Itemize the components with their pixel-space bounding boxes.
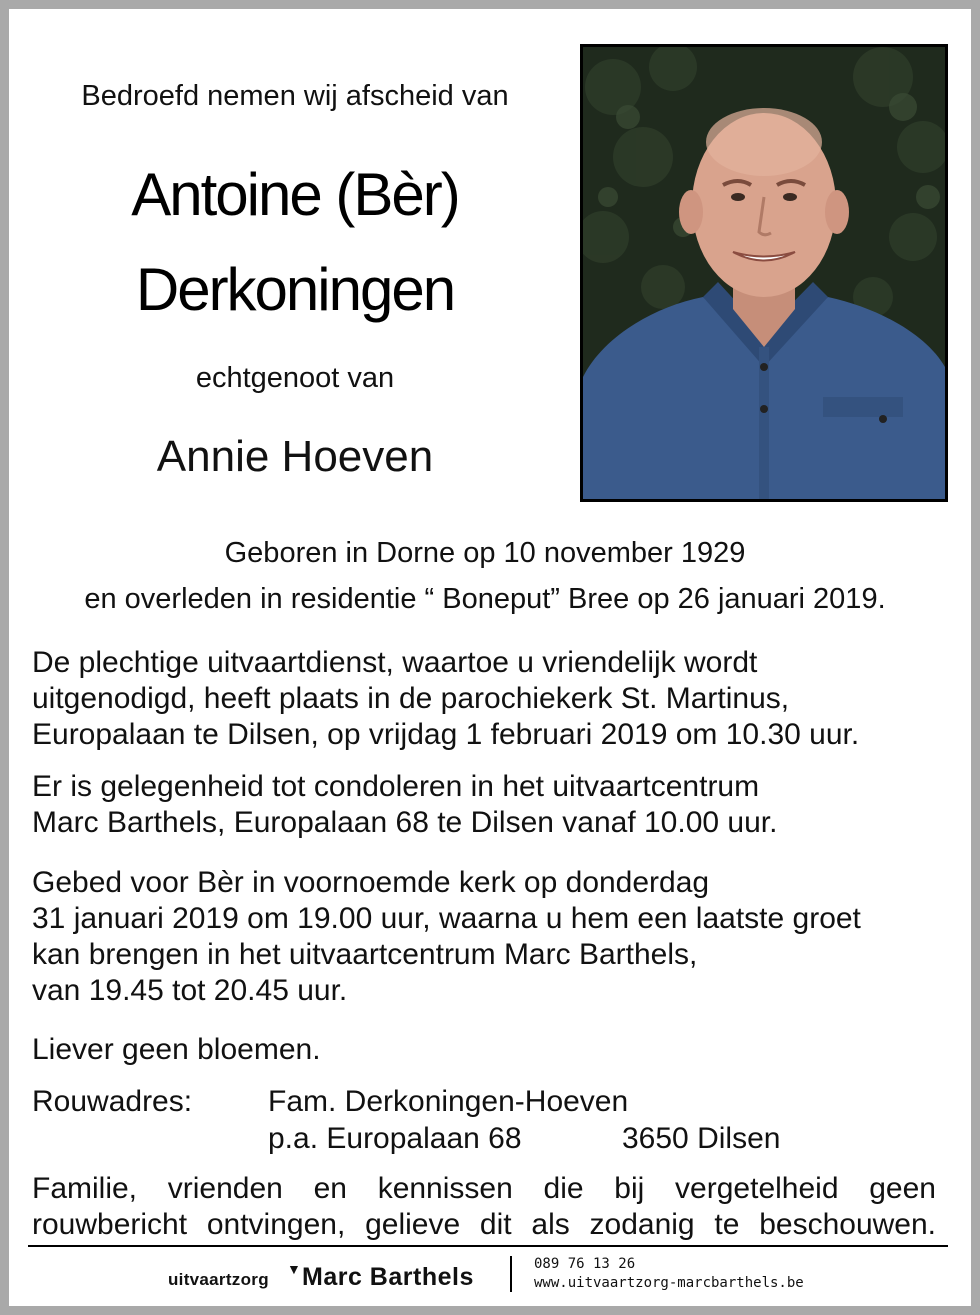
brand-prefix: uitvaartzorg [168,1270,269,1289]
death-line: en overleden in residentie “ Boneput” Bree op 26 januari 2019. [84,583,886,615]
brand-triangle-icon: ▼ [287,1261,301,1277]
service-line-3: Europalaan te Dilsen, op vrijdag 1 februari 2019 om 10.30 uur. [32,718,860,751]
address-family: Fam. Derkoningen-Hoeven [268,1085,629,1118]
intro-text: Bedroefd nemen wij afscheid van [81,80,509,112]
prayer-line-3: kan brengen in het uitvaartcentrum Marc Barthels, [32,938,698,971]
footer-divider [28,1245,948,1247]
address-city: 3650 Dilsen [622,1122,781,1155]
prayer-line-2: 31 januari 2019 om 19.00 uur, waarna u hem een laatste groet [32,902,861,935]
birth-line: Geboren in Dorne op 10 november 1929 [224,537,746,569]
spouse-name: Annie Hoeven [156,432,434,481]
condolence-line-2: Marc Barthels, Europalaan 68 te Dilsen vanaf 10.00 uur. [32,806,778,839]
deceased-last-name: Derkoningen [135,256,455,323]
deceased-first-name: Antoine (Bèr) [131,161,459,228]
portrait-illustration [583,47,945,499]
closing-line-2: rouwbericht ontvingen, gelieve dit als zodanig te beschouwen. [32,1208,936,1241]
flowers-note: Liever geen bloemen. [32,1033,321,1066]
address-label: Rouwadres: [32,1085,193,1118]
service-line-2: uitgenodigd, heeft plaats in de parochiekerk St. Martinus, [32,682,790,715]
service-line-1: De plechtige uitvaartdienst, waartoe u vriendelijk wordt [32,646,758,679]
spouse-label: echtgenoot van [195,362,395,394]
portrait-photo [580,44,948,502]
prayer-line-4: van 19.45 tot 20.45 uur. [32,974,348,1007]
phone-number: 089 76 13 26 [534,1256,636,1272]
condolence-line-1: Er is gelegenheid tot condoleren in het uitvaartcentrum [32,770,760,803]
address-street: p.a. Europalaan 68 [268,1122,522,1155]
footer-separator [510,1256,512,1292]
closing-line-1: Familie, vrienden en kennissen die bij vergetelheid geen [32,1172,936,1205]
brand-name: Marc Barthels [302,1263,474,1291]
website-link[interactable]: www.uitvaartzorg-marcbarthels.be [534,1275,804,1291]
prayer-line-1: Gebed voor Bèr in voornoemde kerk op donderdag [32,866,710,899]
